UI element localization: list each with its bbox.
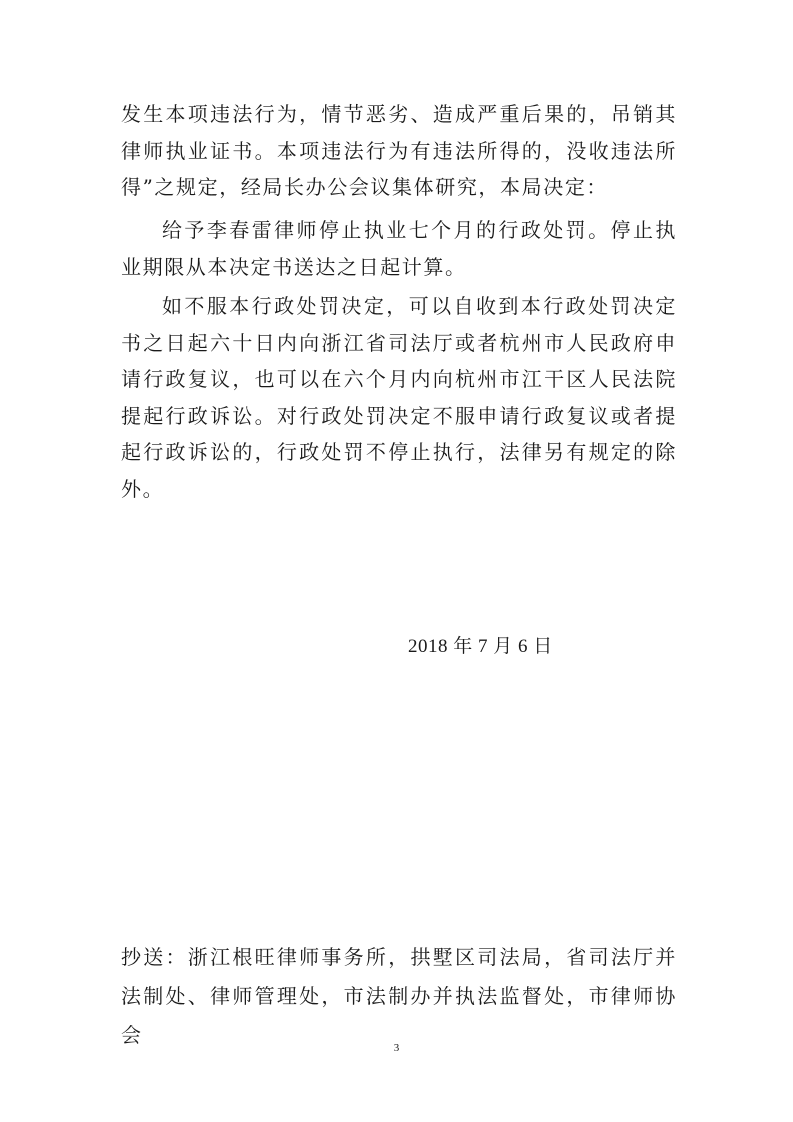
paragraph-appeal-rights: 如不服本行政处罚决定，可以自收到本行政处罚决定书之日起六十日内向浙江省司法厅或者杭州市人民政府申请行政复议，也可以在六个月内向杭州市江干区人民法院提起行政诉讼。对行政处罚决定不服申请行政复议或者提起行政诉讼的，行政处罚不停止执行，法律另有规定的除外。 (121, 294, 677, 501)
decision-date: 2018 年 7 月 6 日 (408, 636, 553, 657)
paragraph-legal-basis: 发生本项违法行为，情节恶劣、造成严重后果的，吊销其律师执业证书。本项违法行为有违法所得的，没收违法所得”之规定，经局长办公会议集体研究，本局决定： (121, 102, 677, 200)
page-number: 3 (393, 1042, 400, 1054)
cc-recipients: 抄送：浙江根旺律师事务所，拱墅区司法局，省司法厅并法制处、律师管理处，市法制办并执法监督处，市律师协会 (121, 945, 677, 1047)
paragraph-penalty-decision: 给予李春雷律师停止执业七个月的行政处罚。停止执业期限从本决定书送达之日起计算。 (121, 218, 677, 279)
